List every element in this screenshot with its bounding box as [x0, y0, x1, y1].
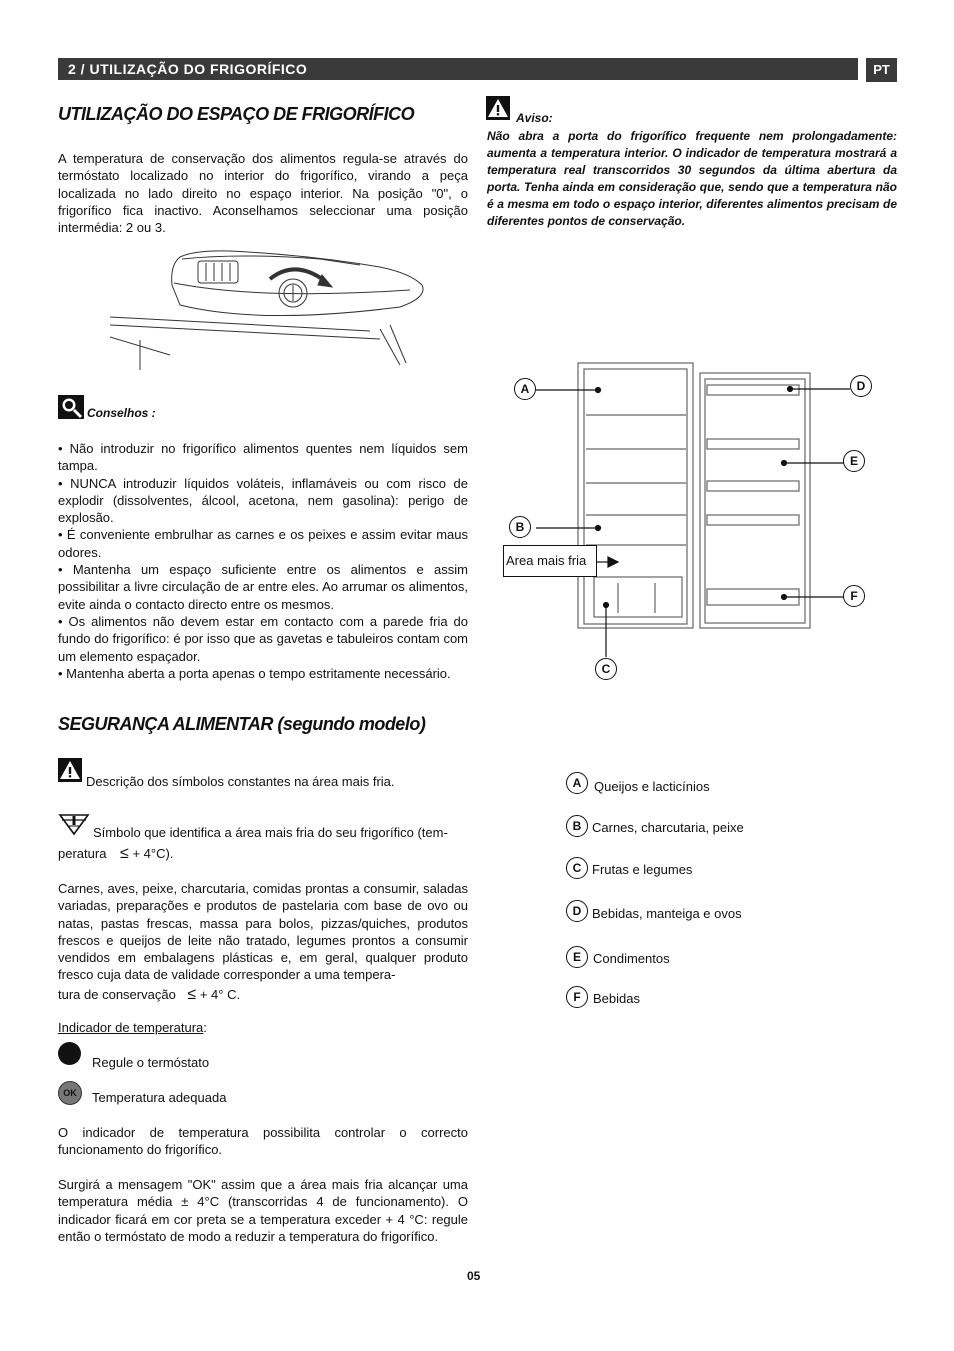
cold-area-label: Area mais fria: [503, 545, 597, 577]
indicator-heading: [58, 1020, 207, 1035]
magnifier-icon: [58, 395, 84, 419]
indicator-colon: :: [203, 1020, 207, 1035]
warning-icon: [486, 96, 510, 120]
adequada-text: Temperatura adequada: [92, 1090, 227, 1105]
tip-item: • Mantenha um espaço suficiente entre os alimentos e assim possibilitar a livre circulação de ar entre eles. Ao arrumar os alimentos, evite ainda o contacto directo entre os mesmos.: [58, 562, 468, 612]
thermostat-illustration: [110, 245, 430, 370]
indicator-paragraph-1: O indicador de temperatura possibilita controlar o correcto funcionamento do frigorífico.: [58, 1125, 468, 1158]
legend-text: Frutas e legumes: [592, 862, 693, 877]
food-paragraph: Carnes, aves, peixe, charcutaria, comidas prontas a consumir, saladas variadas, preparações e produtos de pastelaria com base de ovo ou natas, pastas frescas, massa para bolos, pizzas/quiches, produtos frescos e queijos de leite não tratado, legumes prontos a consumir vendidos em embalagens plásticas e, em geral, qualquer produto fresco cuja data de validade corresponder a uma tempera-: [58, 881, 468, 983]
section-number: 2 /: [68, 61, 86, 77]
diagram-label-c: C: [595, 658, 617, 680]
cold-zone-symbol-icon: [58, 812, 90, 836]
food-paragraph-end: [58, 986, 240, 1004]
legend-text: Queijos e lacticínios: [594, 779, 710, 794]
legend-letter: F: [566, 986, 588, 1008]
indicator-paragraph-2: Surgirá a mensagem "OK" assim que a área mais fria alcançar uma temperatura média ± 4°C (transcorridas 4 de funcionamento). O indicador ficará em cor preta se a temperatura exceder + 4 °C: regule então o termóstato de modo a reduzir a temperatura do frigorífico.: [58, 1177, 468, 1244]
diagram-label-b: B: [509, 516, 531, 538]
legend-text: Bebidas: [593, 991, 640, 1006]
aviso-label: Aviso:: [516, 111, 553, 125]
indicator-label: Indicador de temperatura: [58, 1020, 204, 1035]
regule-text: Regule o termóstato: [92, 1055, 210, 1070]
section1-heading: UTILIZAÇÃO DO ESPAÇO DE FRIGORÍFICO: [58, 104, 415, 124]
symbol-description-line1: Símbolo que identifica a área mais fria do seu frigorífico (tem-: [93, 825, 448, 840]
ok-indicator-icon: OK: [58, 1081, 82, 1105]
section-title: [68, 61, 307, 77]
legend-letter: D: [566, 900, 588, 922]
section2-heading: SEGURANÇA ALIMENTAR (segundo modelo): [58, 714, 426, 734]
symbol-line2-text: peratura: [58, 846, 107, 861]
tip-item: • Os alimentos não devem estar em contacto com a parede fria do fundo do frigorífico: é por isso que as gavetas e tabuleiros contam com um elemento espaçador.: [58, 613, 468, 664]
diagram-label-d: D: [850, 375, 872, 397]
less-equal-symbol: ≤: [187, 986, 197, 1003]
legend-letter: C: [566, 857, 588, 879]
food-temperature: + 4° C.: [199, 987, 241, 1002]
legend-text: Condimentos: [593, 951, 670, 966]
black-indicator-icon: [58, 1042, 81, 1065]
legend-letter: A: [566, 772, 588, 794]
diagram-label-f: F: [843, 585, 865, 607]
symbol-temperature: + 4°C).: [132, 846, 174, 861]
language-badge: PT: [866, 58, 897, 82]
fridge-diagram: [500, 355, 900, 685]
conselhos-label: Conselhos :: [87, 406, 156, 420]
tip-item: • Não introduzir no frigorífico alimentos quentes nem líquidos sem tampa.: [58, 441, 468, 474]
aviso-text: Não abra a porta do frigorífico frequente nem prolongadamente: aumenta a temperatura interior. O indicador de temperatura mostrará a temperatura real transcorridos 30 segundos da última abertura da porta. Tenha ainda em consideração que, sendo que a temperatura não é a mesma em todo o espaço interior, diferentes alimentos precisam de diferentes pontos de conservação.: [487, 129, 897, 228]
tip-item: • Mantenha aberta a porta apenas o tempo estritamente necessário.: [58, 665, 451, 681]
food-last-text: tura de conservação: [58, 987, 176, 1002]
tip-item: • NUNCA introduzir líquidos voláteis, inflamáveis ou com risco de explodir (dissolventes, álcool, acetona, nem gasolina): perigo de explosão.: [58, 475, 468, 526]
diagram-label-a: A: [514, 378, 536, 400]
legend-letter: B: [566, 815, 588, 837]
legend-letter: E: [566, 946, 588, 968]
section-title-text: UTILIZAÇÃO DO FRIGORÍFICO: [89, 61, 308, 77]
tips-list: [58, 440, 468, 682]
legend-text: Carnes, charcutaria, peixe: [592, 820, 744, 835]
tip-item: • É conveniente embrulhar as carnes e os peixes e assim evitar maus odores.: [58, 527, 468, 560]
symbols-description: Descrição dos símbolos constantes na área mais fria.: [86, 774, 395, 789]
section1-paragraph: A temperatura de conservação dos alimentos regula-se através do termóstato localizado no interior do frigorífico, virando a peça localizada no lado direito no espaço interior. Na posição "0", o frigorífico fica inactivo. Aconselhamos seleccionar uma posição intermédia: 2 ou 3.: [58, 151, 468, 236]
legend-text: Bebidas, manteiga e ovos: [592, 906, 742, 921]
warning-icon: [58, 758, 82, 782]
page-number: 05: [467, 1269, 481, 1283]
less-equal-symbol: ≤: [120, 845, 129, 862]
diagram-label-e: E: [843, 450, 865, 472]
symbol-description-line2: [58, 845, 173, 863]
